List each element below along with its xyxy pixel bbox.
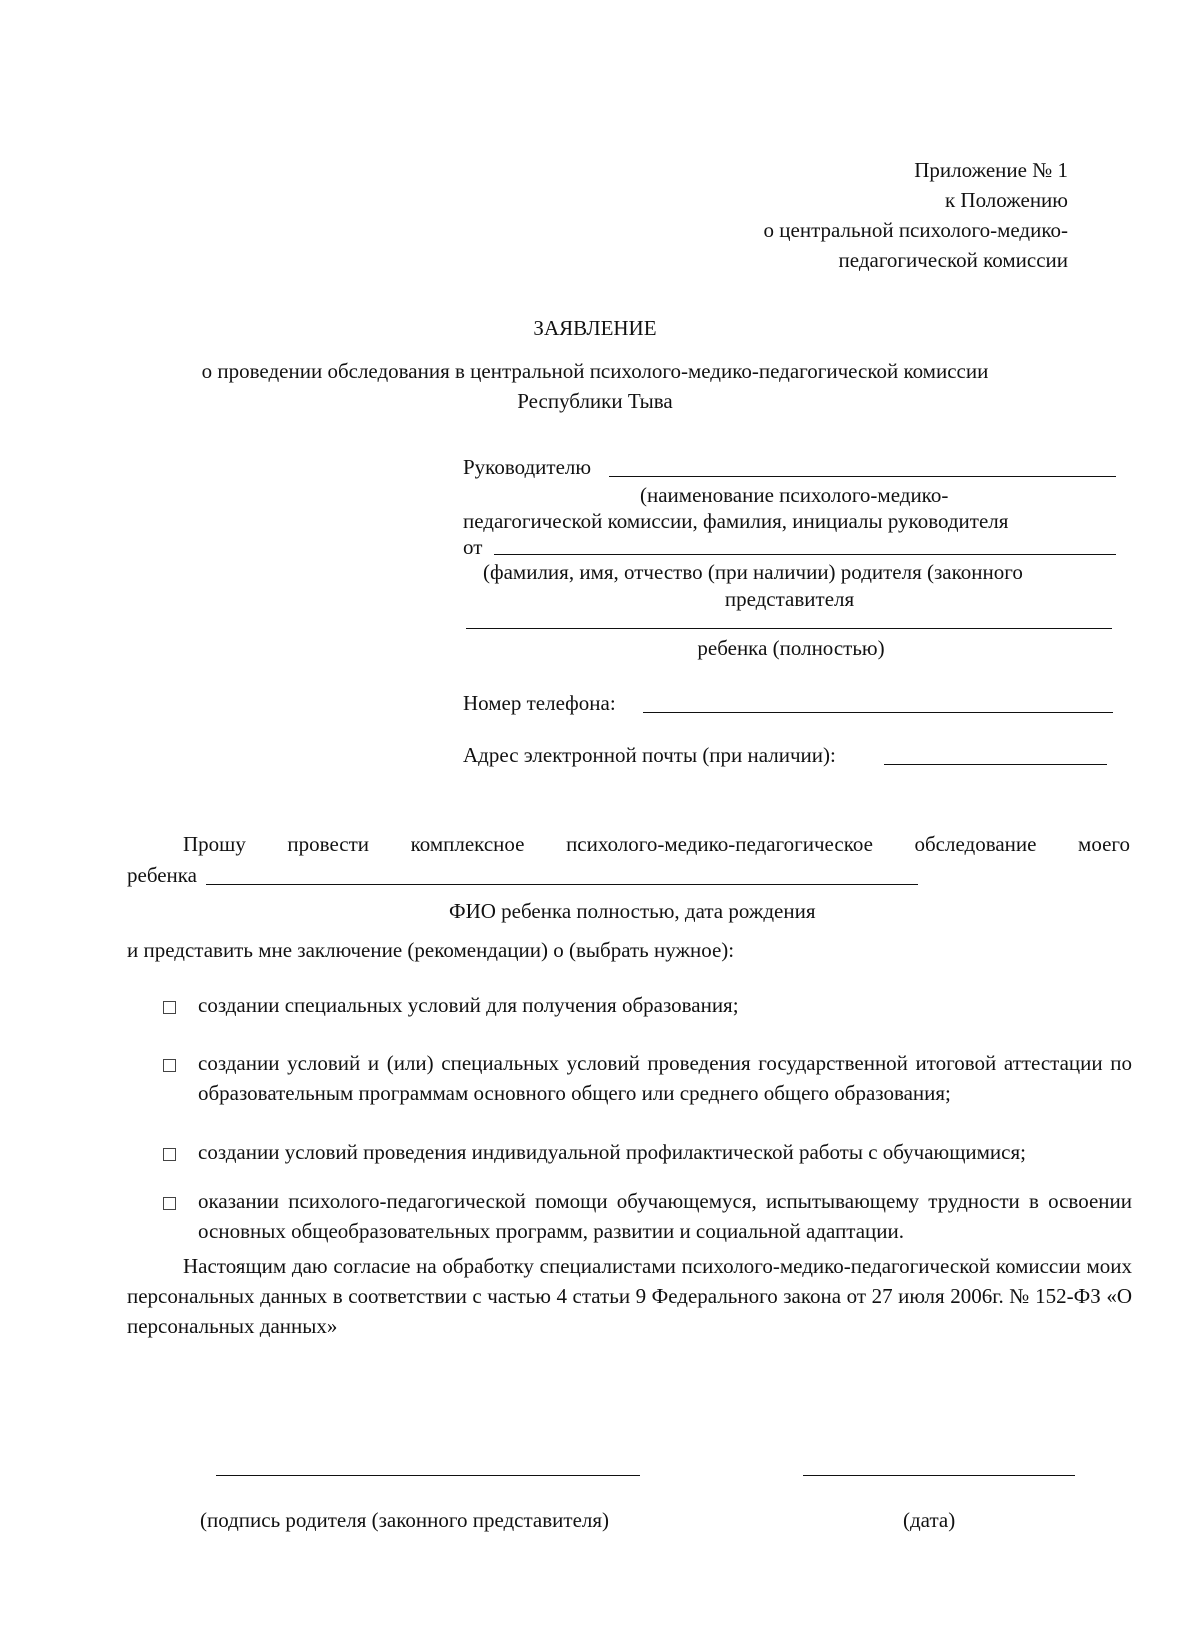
request-child-label: ребенка bbox=[127, 863, 197, 887]
request-child-hint: ФИО ребенка полностью, дата рождения bbox=[449, 899, 816, 923]
appendix-number: Приложение № 1 bbox=[914, 158, 1068, 182]
to-head-hint-line1: (наименование психолого-медико- bbox=[640, 483, 949, 507]
phone-label: Номер телефона: bbox=[463, 691, 616, 715]
phone-field-line[interactable] bbox=[643, 712, 1113, 713]
document-title: ЗАЯВЛЕНИЕ bbox=[533, 316, 657, 340]
to-head-hint-line2: педагогической комиссии, фамилия, инициалы руководителя bbox=[463, 509, 1009, 533]
date-field-line[interactable] bbox=[803, 1475, 1075, 1476]
from-hint-line1: (фамилия, имя, отчество (при наличии) родителя (законного bbox=[483, 560, 1023, 584]
option-text-special-conditions: создании специальных условий для получения образования; bbox=[198, 993, 739, 1017]
option-text-final-attestation: создании условий и (или) специальных условий проведения государственной итоговой аттестации по образовательным программам основного общего или среднего общего образования; bbox=[198, 1051, 1132, 1105]
appendix-commission-line2: педагогической комиссии bbox=[838, 248, 1068, 272]
signature-caption: (подпись родителя (законного представителя) bbox=[200, 1508, 610, 1532]
from-label: от bbox=[463, 535, 483, 559]
request-text-line1: Прошу провести комплексное психолого-медико-педагогическое обследование моего bbox=[183, 832, 1130, 856]
child-name-field-line[interactable] bbox=[466, 628, 1112, 629]
signature-field-line[interactable] bbox=[216, 1475, 640, 1476]
to-head-label: Руководителю bbox=[463, 455, 592, 479]
child-name-hint: ребенка (полностью) bbox=[697, 636, 885, 660]
option-checkbox-final-attestation[interactable] bbox=[163, 1059, 176, 1072]
option-text-psych-help: оказании психолого-педагогической помощи обучающемуся, испытывающему трудности в освоении основных общеобразовательных программ, развитии и социальной адаптации. bbox=[198, 1189, 1132, 1243]
conclusion-intro: и представить мне заключение (рекомендации) о (выбрать нужное): bbox=[127, 938, 735, 962]
option-checkbox-psych-help[interactable] bbox=[163, 1197, 176, 1210]
appendix-regulation: к Положению bbox=[944, 188, 1068, 212]
email-label: Адрес электронной почты (при наличии): bbox=[463, 743, 836, 767]
email-field-line[interactable] bbox=[884, 764, 1107, 765]
appendix-commission-line1: о центральной психолого-медико- bbox=[763, 218, 1068, 242]
option-checkbox-preventive-work[interactable] bbox=[163, 1148, 176, 1161]
document-subtitle-line1: о проведении обследования в центральной психолого-медико-педагогической комиссии bbox=[201, 359, 989, 383]
consent-paragraph: Настоящим даю согласие на обработку специалистами психолого-медико-педагогической комиссии моих персональных данных в соответствии с частью 4 статьи 9 Федерального закона от 27 июля 2006г. № 152-ФЗ «О персональных данных» bbox=[127, 1254, 1132, 1338]
request-child-field-line[interactable] bbox=[206, 884, 918, 885]
from-hint-line2: представителя bbox=[724, 587, 855, 611]
date-caption: (дата) bbox=[903, 1508, 956, 1532]
option-checkbox-special-conditions[interactable] bbox=[163, 1001, 176, 1014]
from-field-line[interactable] bbox=[494, 554, 1116, 555]
document-subtitle-line2: Республики Тыва bbox=[517, 389, 673, 413]
to-head-field-line[interactable] bbox=[609, 476, 1116, 477]
option-text-preventive-work: создании условий проведения индивидуальной профилактической работы с обучающимися; bbox=[198, 1140, 1026, 1164]
